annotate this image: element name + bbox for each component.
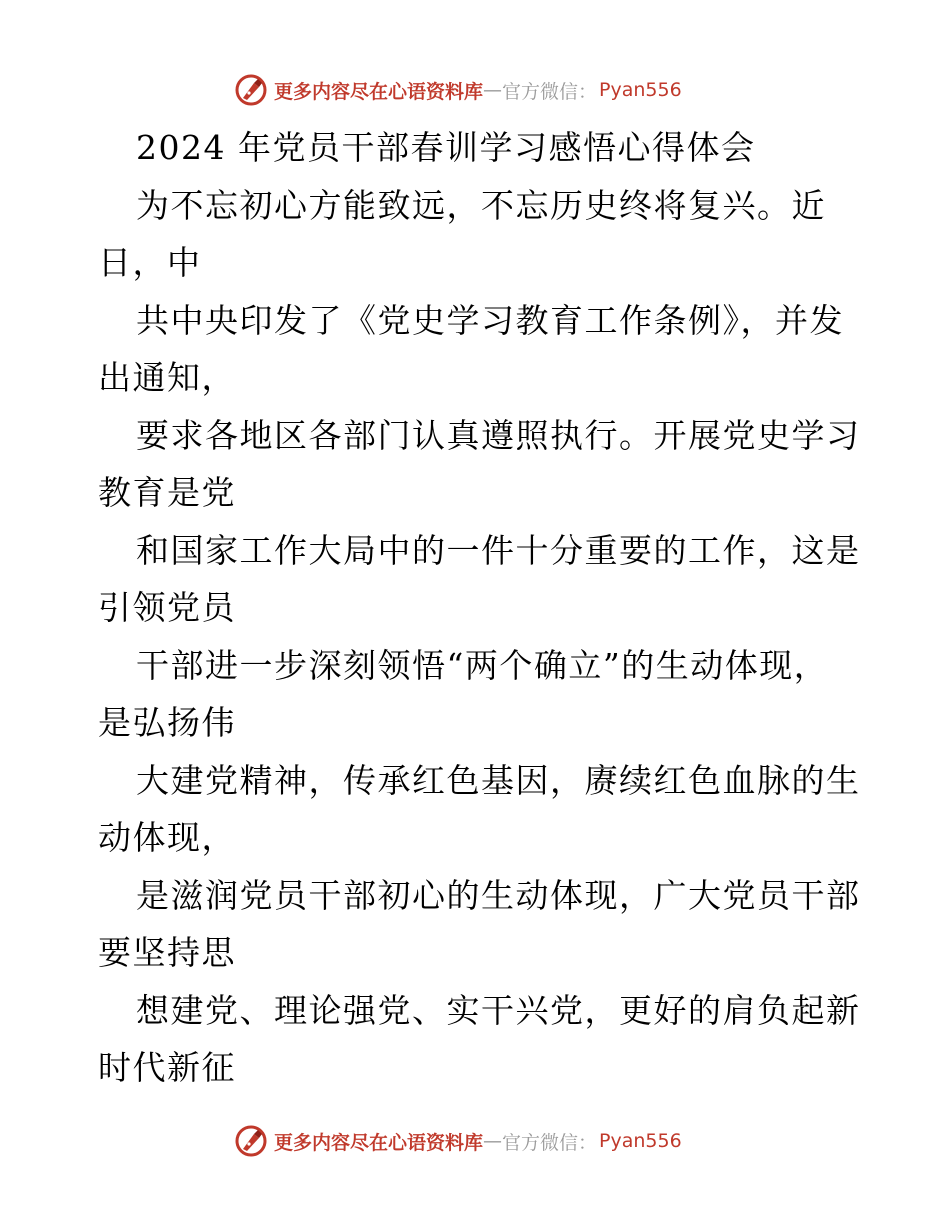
watermark-main-text: 更多内容尽在心语资料库 <box>274 80 484 103</box>
watermark-official-label: 官方微信： <box>502 1131 598 1154</box>
body-line-1: 为不忘初心方能致远，不忘历史终将复兴。近 <box>136 186 826 225</box>
watermark-dash: — <box>483 1130 503 1152</box>
body-line-3: 共中央印发了《党史学习教育工作条例》，并发 <box>136 301 844 340</box>
watermark-wechat-id: Pyan556 <box>599 79 682 101</box>
body-line-8: 引领党员 <box>98 588 236 627</box>
watermark-main-text: 更多内容尽在心语资料库 <box>274 1131 484 1154</box>
document-title: 2024 年党员干部春训学习感悟心得体会 <box>136 128 756 167</box>
body-line-2: 日，中 <box>98 243 202 282</box>
pen-nib-circle-icon <box>234 1124 268 1158</box>
body-line-12: 动体现， <box>98 818 236 857</box>
header-watermark <box>234 72 682 108</box>
body-line-16: 时代新征 <box>98 1048 236 1087</box>
body-line-15: 想建党、理论强党、实干兴党，更好的肩负起新 <box>136 991 861 1030</box>
body-line-4: 出通知， <box>98 358 236 397</box>
pen-nib-circle-icon <box>234 73 268 107</box>
body-line-6: 教育是党 <box>98 473 236 512</box>
watermark-wechat-id: Pyan556 <box>599 1130 682 1152</box>
body-line-10: 是弘扬伟 <box>98 703 236 742</box>
body-line-14: 要坚持思 <box>98 933 236 972</box>
watermark-official-label: 官方微信： <box>502 80 598 103</box>
body-line-7: 和国家工作大局中的一件十分重要的工作，这是 <box>136 531 861 570</box>
body-line-9: 干部进一步深刻领悟“两个确立”的生动体现， <box>136 646 829 685</box>
body-line-5: 要求各地区各部门认真遵照执行。开展党史学习 <box>136 416 861 455</box>
watermark-dash: — <box>483 79 503 101</box>
footer-watermark <box>234 1123 682 1159</box>
body-line-11: 大建党精神，传承红色基因，赓续红色血脉的生 <box>136 761 861 800</box>
body-line-13: 是滋润党员干部初心的生动体现，广大党员干部 <box>136 876 861 915</box>
